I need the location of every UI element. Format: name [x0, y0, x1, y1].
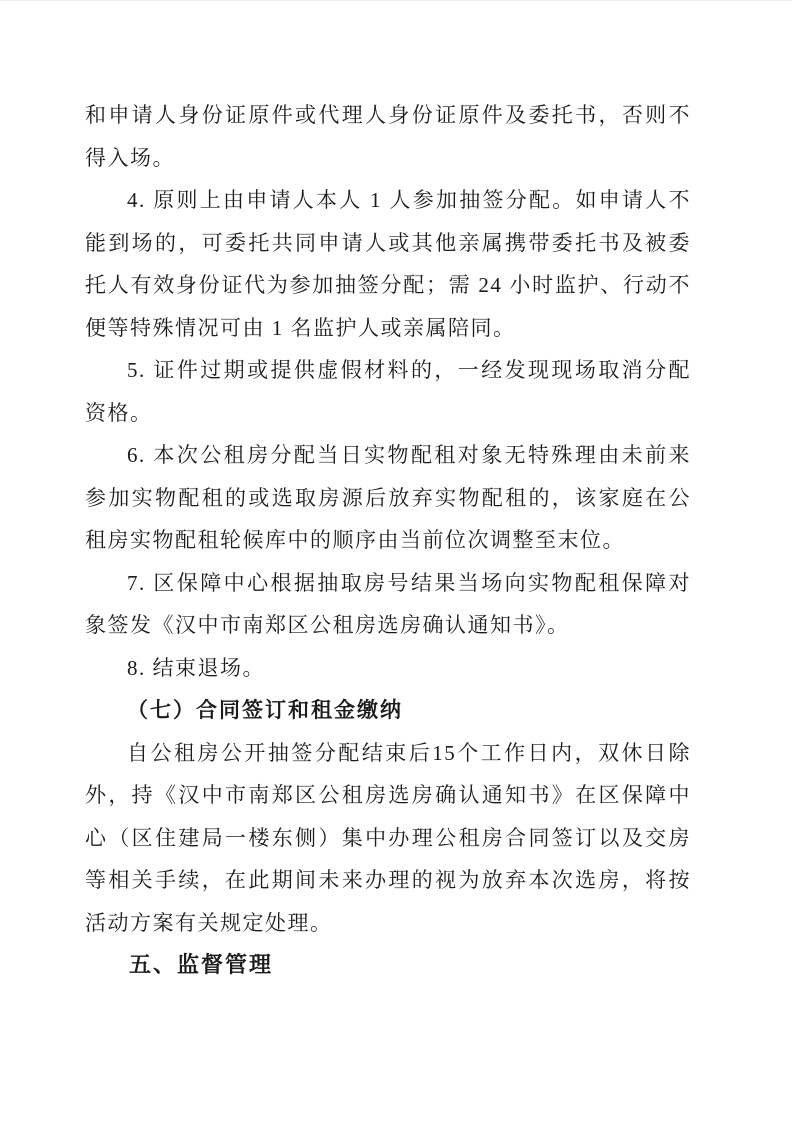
section-heading-supervision: 五、监督管理: [129, 952, 274, 977]
paragraph-item-8: 8. 结束退场。: [127, 655, 265, 680]
subsection-heading-contract-signing: （七）合同签订和租金缴纳: [127, 698, 403, 722]
document-body: [85, 94, 691, 987]
paragraph-item-5: 5. 证件过期或提供虚假材料的，一经发现现场取消分配资格。: [85, 358, 691, 425]
paragraph-contract-procedure: 自公租房公开抽签分配结束后15个工作日内，双休日除外，持《汉中市南郑区公租房选房确认通知书》在区保障中心（区住建局一楼东侧）集中办理公租房合同签订以及交房等相关手续，在此期间未来办理的视为放弃本次选房，将按活动方案有关规定处理。: [85, 740, 691, 935]
paragraph-item-6: 6. 本次公租房分配当日实物配租对象无特殊理由未前来参加实物配租的或选取房源后放弃实物配租的，该家庭在公租房实物配租轮候库中的顺序由当前位次调整至末位。: [85, 443, 691, 552]
paragraph-continued-entry-rule: 和申请人身份证原件或代理人身份证原件及委托书，否则不得入场。: [85, 103, 691, 170]
paragraph-item-7: 7. 区保障中心根据抽取房号结果当场向实物配租保障对象签发《汉中市南郑区公租房选房确认通知书》。: [85, 570, 691, 637]
paragraph-item-4: 4. 原则上由申请人本人 1 人参加抽签分配。如申请人不能到场的，可委托共同申请人或其他亲属携带委托书及被委托人有效身份证代为参加抽签分配；需 24 小时监护、行动不便等特殊情况可由 1 名监护人或亲属陪同。: [85, 188, 691, 340]
